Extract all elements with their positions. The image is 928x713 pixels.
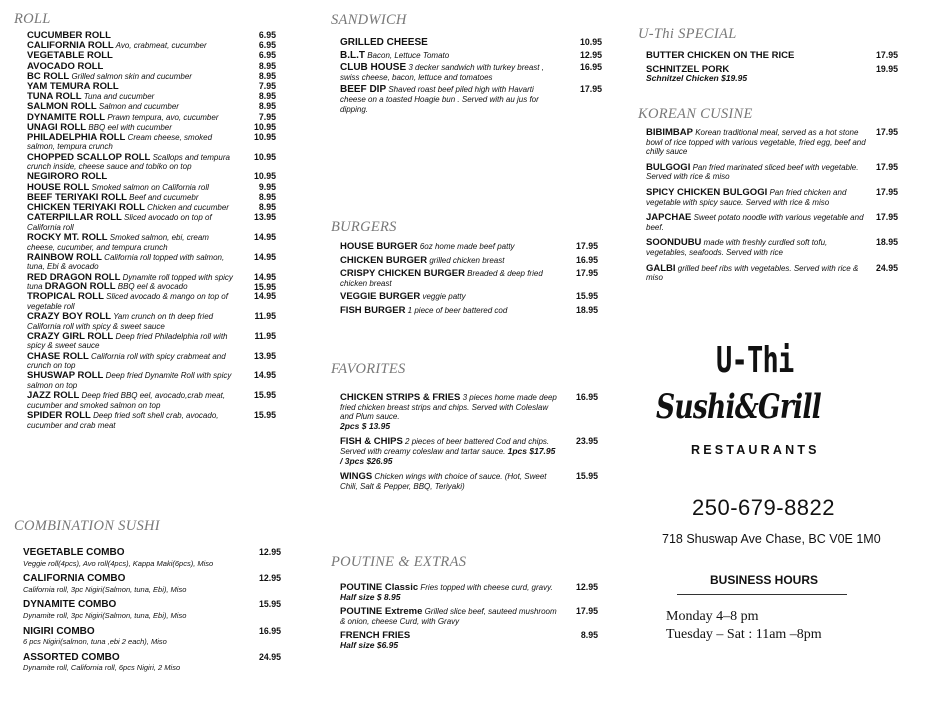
item-name: BEEF DIP (340, 84, 387, 96)
item-description: Deep fried BBQ eel, avocado,crab meat, cucumber and smoked salmon on top (27, 391, 226, 410)
item-name: WINGS (340, 471, 373, 483)
item-extra: Half size $ 8.95 (340, 591, 401, 602)
menu-item (340, 607, 598, 626)
item-price: 18.95 (875, 237, 898, 248)
item-description: Shaved roast beef piled high with Havarti cheese on a toasted Hoagie bun . Served with au jus for dipping. (340, 85, 539, 114)
item-price: 15.95 (253, 390, 276, 401)
item-description: Dynamite roll topped with spicy tuna (27, 272, 233, 292)
item-name: RED DRAGON ROLL (27, 271, 121, 283)
item-description: California roll with spicy crabmeat and crunch on top (27, 351, 226, 371)
item-name: B.L.T (340, 49, 365, 61)
menu-item (646, 213, 898, 232)
item-price: 15.95 (575, 291, 598, 302)
item-price: 6.95 (258, 40, 276, 51)
item-price: 12.95 (258, 547, 281, 557)
item-name: GRILLED CHEESE (340, 37, 428, 48)
burgers-list (340, 242, 598, 320)
item-description: 3 decker sandwich with turkey breast , swiss cheese, bacon, lettuce and tomatoes (340, 63, 544, 82)
menu-item (646, 163, 898, 182)
item-subtext: Dynamite roll, California roll, 6pcs Nigiri, 2 Miso (23, 663, 181, 673)
section-title-special: U-Thi SPECIAL (638, 26, 737, 42)
special-list (646, 51, 898, 88)
item-description: 3 pieces home made deep fried chicken breast strips and chips. Served with Coleslaw and Plum sauce. (340, 393, 557, 422)
hours-line: Tuesday – Sat : 11am –8pm (666, 627, 822, 642)
item-description: Sliced avocado on top of California roll (27, 213, 212, 232)
item-subtext: California roll, 3pc Nigiri(Salmon, tuna, Ebi), Miso (23, 584, 187, 594)
item-price: 11.95 (254, 330, 276, 341)
item-price: 15.95 (258, 599, 281, 610)
item-price: 15.95 (253, 281, 276, 292)
item-price: 18.95 (575, 304, 598, 315)
item-name: CRAZY GIRL ROLL (27, 330, 114, 342)
item-price: 8.95 (258, 101, 276, 112)
section-title-roll: ROLL (14, 11, 51, 27)
item-price: 23.95 (575, 436, 598, 447)
address: 718 Shuswap Ave Chase, BC V0E 1M0 (662, 532, 881, 546)
menu-item (340, 256, 598, 266)
favorites-list (340, 393, 598, 497)
item-subtext: Veggie roll(4pcs), Avo roll(4pcs), Kappa Maki(6pcs), Miso (23, 558, 214, 568)
menu-item (27, 352, 276, 371)
poutine-list (340, 583, 598, 656)
item-name: DRAGON ROLL (44, 281, 116, 293)
menu-item (27, 133, 276, 152)
menu-item (27, 62, 276, 72)
menu-item (340, 292, 598, 302)
menu-item (340, 38, 602, 48)
item-name: CHICKEN STRIPS & FRIES (340, 392, 461, 403)
section-title-combo: COMBINATION SUSHI (14, 518, 160, 534)
menu-item (27, 72, 276, 82)
item-price: 17.95 (875, 127, 898, 137)
item-description: veggie patty (420, 292, 466, 302)
menu-item (27, 253, 276, 272)
item-name: SPICY CHICKEN BULGOGI (646, 186, 768, 198)
item-description: Korean traditional meal, served as a hot stone bowl of rice topped with various vegetable, fried egg, beef and chilly sauce (646, 128, 866, 157)
item-price: 8.95 (258, 60, 276, 71)
item-description: Pan fried marinated sliced beef with vegetable. Served with rice & miso (646, 162, 859, 182)
item-price: 17.95 (575, 268, 598, 279)
item-price: 17.95 (875, 161, 898, 172)
item-price: 10.95 (253, 151, 276, 162)
menu-item (27, 51, 276, 61)
menu-item (27, 312, 276, 331)
item-price: 17.95 (875, 50, 898, 60)
item-name: FISH BURGER (340, 304, 406, 316)
menu-item (27, 332, 276, 351)
menu-item (23, 548, 281, 568)
item-description: Prawn tempura, avo, cucumber (105, 112, 219, 122)
item-name: SPIDER ROLL (27, 410, 91, 421)
item-price: 12.95 (579, 49, 602, 60)
item-name: DYNAMITE ROLL (27, 111, 106, 123)
item-price: 12.95 (575, 582, 598, 592)
menu-item (27, 102, 276, 112)
section-title-burgers: BURGERS (331, 219, 397, 235)
menu-item (27, 233, 276, 252)
item-name: CALIFORNIA ROLL (27, 40, 114, 52)
column-left (14, 0, 302, 673)
item-price: 14.95 (253, 271, 276, 282)
item-price: 8.95 (258, 191, 276, 202)
item-price: 10.95 (253, 171, 276, 182)
logo-name-bottom: Sushi&Grill (656, 387, 821, 427)
item-name: CUCUMBER ROLL (27, 30, 111, 41)
item-price: 8.95 (258, 202, 276, 212)
item-description: BBQ eel with cucumber (86, 122, 172, 132)
item-price: 16.95 (575, 392, 598, 402)
item-price: 12.95 (258, 573, 281, 584)
item-subtext: 6 pcs Nigiri(salmon, tuna ,ebi 2 each), Miso (23, 637, 167, 647)
item-price: 8.95 (258, 91, 276, 102)
item-price: 7.95 (258, 80, 276, 91)
item-description: Deep fried Philadelphia roll with spicy & sweet sauce (27, 331, 228, 351)
item-price: 9.95 (258, 181, 276, 192)
menu-item (646, 65, 898, 84)
item-name: CATERPILLAR ROLL (27, 212, 122, 224)
item-description: Smoked salmon, ebi, cream cheese, cucumber, and tempura crunch (27, 232, 209, 252)
section-title-favorites: FAVORITES (331, 361, 406, 377)
menu-item (27, 371, 276, 390)
menu-item (646, 51, 898, 61)
menu-item (27, 183, 276, 193)
item-description: made with freshly curdled soft tofu, vegetables, seafoods. Served with rice (646, 238, 828, 257)
item-description: Bacon, Lettuce Tomato (365, 50, 450, 60)
item-description: Chicken and cucumber (144, 203, 229, 212)
item-name: CALIFORNIA COMBO (23, 573, 126, 585)
item-name: SOONDUBU (646, 237, 702, 249)
item-price: 10.95 (253, 121, 276, 132)
item-name: CHICKEN BURGER (340, 254, 428, 266)
item-price: 17.95 (875, 186, 898, 197)
phone-number: 250-679-8822 (692, 495, 836, 520)
item-extra: Half size $6.95 (340, 639, 399, 650)
item-description: California roll topped with salmon, tuna, Ebi & avocado (27, 252, 225, 272)
item-name: CRAZY BOY ROLL (27, 311, 112, 323)
item-price: 14.95 (253, 291, 276, 302)
item-name: RAINBOW ROLL (27, 251, 102, 263)
menu-item (646, 188, 898, 207)
menu-item (340, 63, 602, 82)
item-price: 11.95 (254, 311, 276, 322)
item-name: BIBIMBAP (646, 127, 693, 138)
item-description: Salmon and cucumber (96, 102, 179, 112)
item-description: grilled beef ribs with vegetables. Served with rice & miso (646, 263, 859, 283)
item-name: AVOCADO ROLL (27, 60, 104, 72)
item-description: Tuna and cucumber (81, 92, 155, 102)
item-description: Cream cheese, smoked salmon, tempura crunch (27, 132, 213, 152)
item-price: 10.95 (579, 37, 602, 47)
business-hours-divider (677, 594, 847, 595)
menu-item (27, 92, 276, 102)
item-price: 7.95 (258, 111, 276, 122)
item-description: Grilled salmon skin and cucumber (69, 71, 192, 81)
menu-item (340, 269, 598, 288)
item-name: FISH & CHIPS (340, 436, 403, 448)
menu-item (340, 85, 602, 114)
menu-item (27, 123, 276, 133)
item-description: Beef and cucumebr (126, 192, 199, 202)
item-description: BBQ eel & avocado (115, 282, 188, 292)
item-description: Fries topped with cheese curd, gravy. (418, 583, 553, 592)
item-name: BULGOGI (646, 161, 691, 173)
item-name: UNAGI ROLL (27, 121, 87, 133)
item-description: grilled chicken breast (427, 255, 505, 265)
item-description: 6oz home made beef patty (417, 242, 515, 251)
item-name: CHOPPED SCALLOP ROLL (27, 151, 151, 163)
item-description: Avo, crabmeat, cucumber (113, 41, 207, 51)
item-name: POUTINE Classic (340, 582, 419, 593)
item-price: 6.95 (258, 30, 276, 40)
menu-item (23, 627, 281, 647)
item-description: Smoked salmon on California roll (89, 182, 209, 192)
roll-list (14, 31, 276, 430)
item-description: Chicken wings with choice of sauce. (Hot, Sweet Chili, Salt & Pepper, BBQ, Teriyaki) (340, 472, 547, 491)
item-price: 15.95 (253, 410, 276, 420)
item-name: GALBI (646, 262, 676, 274)
item-name: BUTTER CHICKEN ON THE RICE (646, 50, 795, 61)
menu-item (27, 41, 276, 51)
item-name: CRISPY CHICKEN BURGER (340, 268, 465, 280)
korean-list (646, 128, 898, 289)
section-title-korean: KOREAN CUSINE (638, 106, 753, 122)
item-name: SHUSWAP ROLL (27, 370, 104, 382)
item-price: 14.95 (253, 231, 276, 242)
business-hours-title: BUSINESS HOURS (710, 573, 819, 587)
menu-item (27, 193, 276, 203)
item-price: 13.95 (253, 350, 276, 361)
menu-item (646, 128, 898, 157)
menu-item (340, 631, 598, 650)
menu-item (340, 306, 598, 316)
item-name: YAM TEMURA ROLL (27, 80, 119, 92)
item-name: VEGGIE BURGER (340, 291, 421, 303)
menu-item (340, 242, 598, 252)
item-description: Grilled slice beef, sauteed mushroom & onion, cheese Curd, with Gravy (340, 607, 557, 626)
item-price: 14.95 (253, 370, 276, 381)
item-price: 16.95 (575, 254, 598, 265)
item-name: TUNA ROLL (27, 91, 82, 103)
menu-item (646, 238, 898, 257)
item-description: 2 pieces of beer battered Cod and chips. Served with creamy coleslaw and tartar sauce. (340, 437, 550, 456)
item-name: CLUB HOUSE (340, 62, 407, 74)
menu-item (27, 411, 276, 430)
item-price: 8.95 (258, 70, 276, 81)
business-hours-list (666, 608, 822, 644)
item-price: 16.95 (579, 62, 602, 73)
item-price: 17.95 (875, 212, 898, 223)
menu-item (27, 292, 276, 311)
item-extra: 1pcs $17.95 / 3pcs $26.95 (340, 445, 556, 466)
menu-item (27, 113, 276, 123)
item-name: CHICKEN TERIYAKI ROLL (27, 202, 145, 213)
item-description: Sweet potato noodle with various vegetable and beef. (646, 213, 864, 232)
item-name: HOUSE ROLL (27, 181, 90, 193)
item-name: JAZZ ROLL (27, 390, 80, 402)
item-subtext: Dynamite roll, 3pc Nigiri(Salmon, tuna, Ebi), Miso (23, 610, 187, 620)
logo-subtitle: RESTAURANTS (691, 443, 820, 457)
item-description: Pan fried chicken and vegetable with spicy sauce. Served with rice & miso (646, 187, 847, 207)
item-description: 1 piece of beer battered cod (405, 305, 508, 315)
item-price: 16.95 (258, 625, 281, 636)
item-price: 17.95 (575, 241, 598, 251)
item-price: 17.95 (579, 84, 602, 95)
item-name: SCHNITZEL PORK (646, 63, 730, 75)
item-description: Breaded & deep fried chicken breast (340, 269, 543, 288)
item-name: PHILADELPHIA ROLL (27, 131, 126, 143)
item-extra: Schnitzel Chicken $19.95 (646, 73, 748, 84)
item-price: 13.95 (253, 212, 276, 223)
menu-item (23, 653, 281, 673)
item-name: TROPICAL ROLL (27, 291, 104, 303)
item-extra: 2pcs $ 13.95 (340, 420, 391, 431)
item-name: VEGETABLE ROLL (27, 50, 113, 62)
menu-item (646, 264, 898, 283)
item-description: Scallops and tempura crunch inside, cheese sauce and tobiko on top (27, 152, 230, 172)
item-name: NEGIRORO ROLL (27, 171, 108, 183)
combo-list (23, 548, 281, 679)
menu-item (27, 31, 276, 41)
item-name: POUTINE Extreme (340, 606, 423, 618)
menu-item (27, 82, 276, 92)
item-price: 19.95 (875, 63, 898, 74)
menu-item (27, 153, 276, 172)
menu-item (340, 51, 602, 61)
menu-item (23, 574, 281, 594)
item-name: JAPCHAE (646, 212, 692, 224)
item-name: SALMON ROLL (27, 101, 97, 113)
item-name: VEGETABLE COMBO (23, 547, 125, 558)
item-description: Deep fried Dynamite Roll with spicy salmon on top (27, 371, 232, 391)
item-name: FRENCH FRIES (340, 630, 411, 642)
item-price: 24.95 (875, 262, 898, 273)
item-name: ROCKY MT. ROLL (27, 231, 108, 243)
menu-item (27, 213, 276, 232)
item-description: Yam crunch on th deep fried California roll with spicy & sweet sauce (27, 312, 214, 331)
item-name: BEEF TERIYAKI ROLL (27, 191, 127, 203)
hours-line: Monday 4–8 pm (666, 609, 759, 624)
item-name: HOUSE BURGER (340, 241, 418, 252)
item-price: 15.95 (575, 471, 598, 482)
item-name: BC ROLL (27, 70, 70, 82)
menu-item (340, 393, 598, 431)
item-description: Sliced avocado & mango on top of vegetable roll (27, 292, 228, 311)
item-price: 14.95 (253, 251, 276, 262)
item-price: 10.95 (253, 131, 276, 142)
item-name: DYNAMITE COMBO (23, 599, 117, 611)
menu-item (340, 437, 598, 466)
menu-item (27, 203, 276, 213)
item-description: Deep fried soft shell crab, avocado, cucumber and crab meat (27, 411, 219, 430)
item-price: 6.95 (258, 50, 276, 61)
menu-item (340, 472, 598, 491)
item-price: 17.95 (575, 606, 598, 617)
item-name: ASSORTED COMBO (23, 651, 120, 663)
item-price: 8.95 (580, 630, 598, 641)
menu-item (27, 172, 276, 182)
sandwich-list (340, 38, 602, 117)
section-title-poutine: POUTINE & EXTRAS (331, 554, 467, 570)
menu-item (27, 391, 276, 410)
menu-item (23, 600, 281, 620)
item-price: 24.95 (258, 651, 281, 662)
menu-item (27, 273, 276, 292)
logo-name-top: U-Thi (716, 340, 794, 381)
item-name: NIGIRI COMBO (23, 625, 95, 637)
item-name: CHASE ROLL (27, 350, 89, 362)
section-title-sandwich: SANDWICH (331, 12, 407, 28)
menu-item (340, 583, 598, 602)
